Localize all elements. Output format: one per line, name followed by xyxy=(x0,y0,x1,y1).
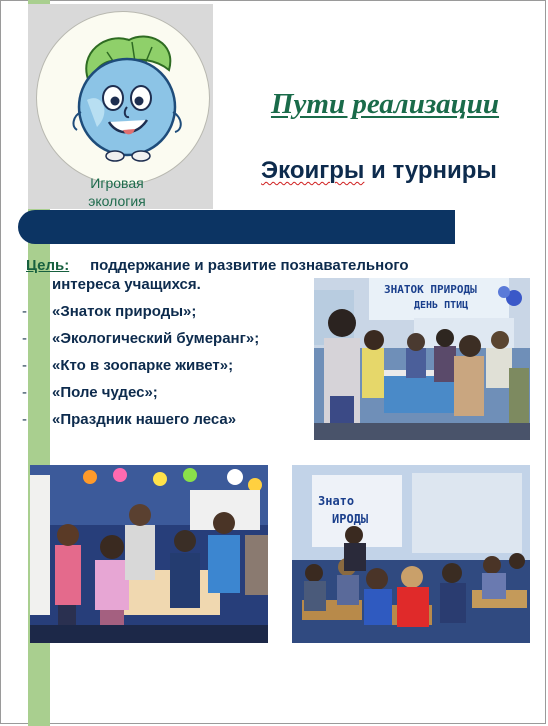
game-name: «Кто в зоопарке живет»; xyxy=(52,357,234,374)
banner-line1: Знато xyxy=(318,494,355,508)
list-item xyxy=(22,411,322,438)
banner-line1: ЗНАТОК ПРИРОДЫ xyxy=(384,283,477,296)
goal-text-line2: интереса учащихся. xyxy=(52,276,201,293)
logo-caption xyxy=(62,174,172,210)
goal-label: Цель: xyxy=(26,257,70,274)
list-dash: - xyxy=(22,411,27,428)
list-dash: - xyxy=(22,384,27,401)
game-name: «Знаток природы»; xyxy=(52,303,197,320)
globe-mascot-icon xyxy=(37,12,209,184)
logo-caption-line1: Игровая xyxy=(90,175,144,191)
list-item xyxy=(22,384,322,411)
list-dash: - xyxy=(22,357,27,374)
logo-caption-line2: экология xyxy=(88,193,146,209)
goal-text-line1: поддержание и развитие познавательного xyxy=(90,257,409,274)
game-name: «Поле чудес»; xyxy=(52,384,158,401)
subtitle-word-ecogames: Экоигры xyxy=(261,157,365,184)
list-dash: - xyxy=(22,330,27,347)
list-dash: - xyxy=(22,303,27,320)
game-name: «Экологический бумеранг»; xyxy=(52,330,260,347)
games-list xyxy=(22,303,322,438)
list-item xyxy=(22,330,322,357)
page-subtitle xyxy=(224,157,534,185)
subtitle-rest: и турниры xyxy=(364,157,497,184)
game-name: «Праздник нашего леса» xyxy=(52,411,237,428)
blue-divider-bar xyxy=(18,210,455,244)
classroom-photo-3 xyxy=(292,465,530,643)
banner-line2: ИРОДЫ xyxy=(332,512,369,526)
eco-globe-logo xyxy=(36,11,210,185)
classroom-photo-1 xyxy=(314,278,530,440)
classroom-photo-2 xyxy=(30,465,268,643)
banner-line2: ДЕНЬ ПТИЦ xyxy=(414,300,469,311)
goal-line1 xyxy=(26,256,506,275)
page-title: Пути реализации xyxy=(270,88,500,120)
list-item xyxy=(22,357,322,384)
list-item xyxy=(22,303,322,330)
